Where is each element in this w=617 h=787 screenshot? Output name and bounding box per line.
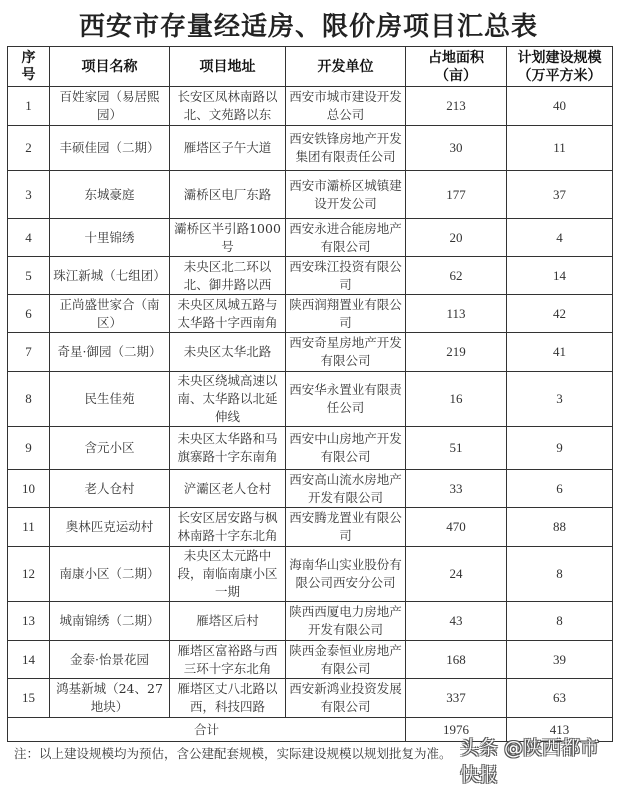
cell-name: 城南锦绣（二期）	[50, 602, 170, 641]
cell-developer: 海南华山实业股份有限公司西安分公司	[286, 547, 406, 602]
cell-area: 168	[406, 641, 507, 679]
cell-area: 219	[406, 333, 507, 372]
cell-seq: 14	[8, 641, 50, 679]
cell-seq: 2	[8, 126, 50, 171]
table-row	[8, 679, 613, 718]
cell-address: 雁塔区富裕路与西三环十字东北角	[170, 641, 286, 679]
cell-scale: 11	[507, 126, 613, 171]
cell-address: 未央区太华路和马旗寨路十字东南角	[170, 427, 286, 470]
table-row	[8, 171, 613, 219]
cell-scale: 3	[507, 372, 613, 427]
cell-scale: 8	[507, 602, 613, 641]
cell-name: 鸿基新城（24、27地块）	[50, 679, 170, 718]
cell-seq: 5	[8, 257, 50, 295]
cell-scale: 40	[507, 87, 613, 126]
project-summary-table	[7, 46, 613, 742]
cell-seq: 3	[8, 171, 50, 219]
cell-scale: 42	[507, 295, 613, 333]
table-row	[8, 333, 613, 372]
cell-area: 113	[406, 295, 507, 333]
table-row	[8, 427, 613, 470]
cell-developer: 西安腾龙置业有限公司	[286, 508, 406, 547]
cell-name: 奇星·御园（二期）	[50, 333, 170, 372]
cell-name: 老人仓村	[50, 470, 170, 508]
cell-area: 213	[406, 87, 507, 126]
cell-area: 62	[406, 257, 507, 295]
cell-seq: 15	[8, 679, 50, 718]
table-row	[8, 508, 613, 547]
table-row	[8, 87, 613, 126]
cell-developer: 西安市城市建设开发总公司	[286, 87, 406, 126]
cell-area: 470	[406, 508, 507, 547]
cell-address: 长安区居安路与枫林南路十字东北角	[170, 508, 286, 547]
cell-area: 20	[406, 219, 507, 257]
cell-seq: 4	[8, 219, 50, 257]
cell-scale: 8	[507, 547, 613, 602]
cell-area: 16	[406, 372, 507, 427]
cell-address: 未央区绕城高速以南、太华路以北延伸线	[170, 372, 286, 427]
total-scale: 413	[507, 718, 613, 742]
cell-seq: 12	[8, 547, 50, 602]
cell-seq: 11	[8, 508, 50, 547]
cell-developer: 西安永进合能房地产有限公司	[286, 219, 406, 257]
cell-name: 金泰·怡景花园	[50, 641, 170, 679]
table-row	[8, 257, 613, 295]
cell-area: 177	[406, 171, 507, 219]
cell-name: 奥林匹克运动村	[50, 508, 170, 547]
cell-developer: 陕西金泰恒业房地产有限公司	[286, 641, 406, 679]
cell-address: 雁塔区丈八北路以西，科技四路	[170, 679, 286, 718]
table-row	[8, 126, 613, 171]
cell-address: 长安区凤林南路以北、文苑路以东	[170, 87, 286, 126]
table-row	[8, 372, 613, 427]
cell-developer: 西安奇星房地产开发有限公司	[286, 333, 406, 372]
cell-seq: 9	[8, 427, 50, 470]
cell-address: 灞桥区半引路1000号	[170, 219, 286, 257]
cell-name: 东城豪庭	[50, 171, 170, 219]
cell-area: 337	[406, 679, 507, 718]
cell-name: 含元小区	[50, 427, 170, 470]
header-area: 占地面积（亩）	[406, 47, 507, 87]
cell-developer: 西安高山流水房地产开发有限公司	[286, 470, 406, 508]
footnote: 注：以上建设规模均为预估，含公建配套规模，实际建设规模以规划批复为准。	[14, 746, 452, 761]
cell-scale: 63	[507, 679, 613, 718]
cell-name: 百姓家园（易居熙园）	[50, 87, 170, 126]
cell-name: 民生佳苑	[50, 372, 170, 427]
cell-name: 珠江新城（七组团）	[50, 257, 170, 295]
cell-developer: 西安铁锋房地产开发集团有限责任公司	[286, 126, 406, 171]
cell-scale: 6	[507, 470, 613, 508]
table-row	[8, 219, 613, 257]
cell-scale: 41	[507, 333, 613, 372]
table-row	[8, 470, 613, 508]
page-title: 西安市存量经适房、限价房项目汇总表	[78, 12, 538, 42]
cell-seq: 1	[8, 87, 50, 126]
cell-scale: 39	[507, 641, 613, 679]
cell-scale: 14	[507, 257, 613, 295]
cell-scale: 9	[507, 427, 613, 470]
cell-name: 正尚盛世家合（南区）	[50, 295, 170, 333]
cell-address: 灞桥区电厂东路	[170, 171, 286, 219]
header-address: 项目地址	[170, 47, 286, 87]
cell-name: 十里锦绣	[50, 219, 170, 257]
cell-address: 雁塔区子午大道	[170, 126, 286, 171]
cell-name: 南康小区（二期）	[50, 547, 170, 602]
total-label: 合计	[8, 718, 406, 742]
cell-developer: 西安市灞桥区城镇建设开发公司	[286, 171, 406, 219]
cell-developer: 陕西西厦电力房地产开发有限公司	[286, 602, 406, 641]
header-row	[8, 47, 613, 87]
cell-scale: 4	[507, 219, 613, 257]
cell-scale: 37	[507, 171, 613, 219]
table-row	[8, 295, 613, 333]
header-scale: 计划建设规模（万平方米）	[507, 47, 613, 87]
cell-area: 30	[406, 126, 507, 171]
cell-seq: 7	[8, 333, 50, 372]
cell-area: 51	[406, 427, 507, 470]
cell-area: 43	[406, 602, 507, 641]
cell-developer: 西安珠江投资有限公司	[286, 257, 406, 295]
header-developer: 开发单位	[286, 47, 406, 87]
table-row	[8, 641, 613, 679]
cell-developer: 陕西润翔置业有限公司	[286, 295, 406, 333]
total-area: 1976	[406, 718, 507, 742]
table-row	[8, 602, 613, 641]
header-seq: 序号	[8, 47, 50, 87]
cell-seq: 8	[8, 372, 50, 427]
cell-seq: 6	[8, 295, 50, 333]
cell-developer: 西安中山房地产开发有限公司	[286, 427, 406, 470]
cell-address: 浐灞区老人仓村	[170, 470, 286, 508]
cell-address: 未央区北二环以北、御井路以西	[170, 257, 286, 295]
cell-area: 24	[406, 547, 507, 602]
watermark: 头条 @陕西都市快报	[460, 737, 600, 786]
header-name: 项目名称	[50, 47, 170, 87]
cell-scale: 88	[507, 508, 613, 547]
cell-address: 未央区太元路中段，南临南康小区一期	[170, 547, 286, 602]
cell-name: 丰硕佳园（二期）	[50, 126, 170, 171]
cell-area: 33	[406, 470, 507, 508]
cell-developer: 西安新鸿业投资发展有限公司	[286, 679, 406, 718]
cell-developer: 西安华永置业有限责任公司	[286, 372, 406, 427]
cell-address: 未央区凤城五路与太华路十字西南角	[170, 295, 286, 333]
cell-address: 未央区太华北路	[170, 333, 286, 372]
table-row	[8, 547, 613, 602]
cell-seq: 13	[8, 602, 50, 641]
cell-address: 雁塔区后村	[170, 602, 286, 641]
cell-seq: 10	[8, 470, 50, 508]
